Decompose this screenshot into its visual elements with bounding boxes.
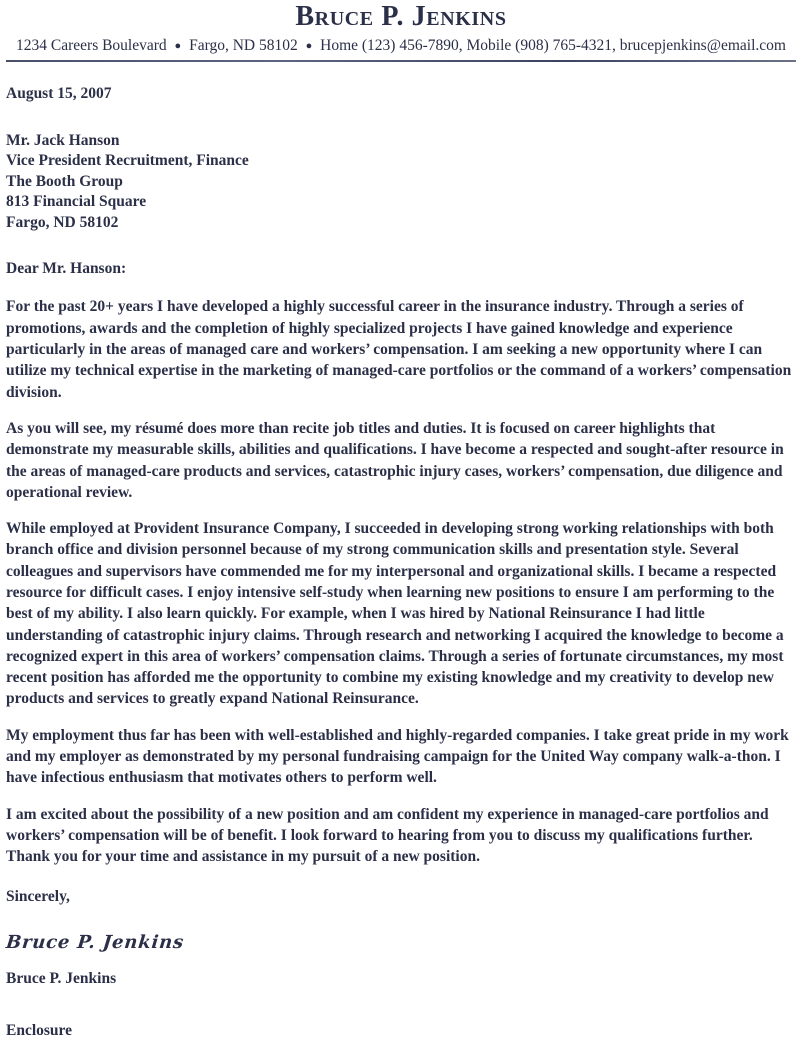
- closing-salutation: Sincerely,: [6, 887, 70, 905]
- letter-date: August 15, 2007: [6, 84, 112, 102]
- recipient-city-state-zip: Fargo, ND 58102: [6, 213, 119, 231]
- sender-phones-email: Home (123) 456-7890, Mobile (908) 765-4321, brucepjenkins@email.com: [320, 37, 786, 54]
- letterhead-divider: [6, 60, 796, 62]
- body-paragraph: As you will see, my résumé does more than recite job titles and duties. It is focused on career highlights that demonstrate my measurable skills, abilities and qualifications. I have become a respected and sought-after resource in the areas of managed-care products and services, catastrophic injury cases, workers’ compensation, due diligence and operational review.: [6, 419, 784, 501]
- recipient-name: Mr. Jack Hanson: [6, 131, 120, 149]
- bullet-separator-icon: ●: [174, 39, 182, 52]
- recipient-title: Vice President Recruitment, Finance: [6, 152, 249, 170]
- salutation: Dear Mr. Hanson:: [6, 260, 127, 278]
- enclosure-notation: Enclosure: [6, 1021, 73, 1039]
- letter-body: [6, 296, 796, 867]
- body-paragraph: My employment thus far has been with well-established and highly-regarded companies. I take great pride in my work and my employer as demonstrated by my personal fundraising campaign for the United Way company walk-a-thon. I have infectious enthusiasm that motivates others to perform well.: [6, 726, 789, 787]
- body-paragraph: For the past 20+ years I have developed a highly successful career in the insurance industry. Through a series of promotions, awards and the completion of highly specialized projects I have gained knowledge and experience particularly in the areas of managed care and workers’ compensation. I am seeking a new opportunity where I can utilize my technical expertise in the marketing of managed-care portfolios or the command of a workers’ compensation division.: [6, 298, 792, 401]
- letterhead: [6, 0, 796, 62]
- recipient-address-block: [6, 131, 796, 234]
- contact-line: [6, 36, 796, 56]
- body-paragraph: While employed at Provident Insurance Company, I succeeded in developing strong working relationships with both branch office and division personnel because of my strong communication skills and presentation style. Several colleagues and supervisors have commended me for my interpersonal and organizational skills. I became a respected resource for difficult cases. I enjoy intensive self-study when learning new positions to ensure I am performing to the best of my ability. I also learn quickly. For example, when I was hired by National Reinsurance I had little understanding of catastrophic injury claims. Through research and networking I acquired the knowledge to become a recognized expert in this area of workers’ compensation claims. Through a series of fortunate circumstances, my most recent position has afforded me the opportunity to combine my existing knowledge and my creativity to develop new products and services to greatly expand National Reinsurance.: [6, 520, 784, 708]
- sender-name: Bruce P. Jenkins: [295, 1, 507, 32]
- recipient-company: The Booth Group: [6, 172, 123, 190]
- body-paragraph: I am excited about the possibility of a new position and am confident my experience in managed-care portfolios and workers’ compensation will be of benefit. I look forward to hearing from you to discuss my qualifications further. Thank you for your time and assistance in my pursuit of a new position.: [6, 805, 769, 866]
- recipient-street: 813 Financial Square: [6, 193, 147, 211]
- signature-row: [6, 907, 796, 954]
- sender-street: 1234 Careers Boulevard: [16, 37, 167, 54]
- typed-signature-name: Bruce P. Jenkins: [6, 969, 117, 987]
- bullet-separator-icon-2: ●: [305, 39, 313, 52]
- sender-city-state-zip: Fargo, ND 58102: [189, 37, 298, 54]
- handwritten-signature: Bruce P. Jenkins: [4, 931, 186, 953]
